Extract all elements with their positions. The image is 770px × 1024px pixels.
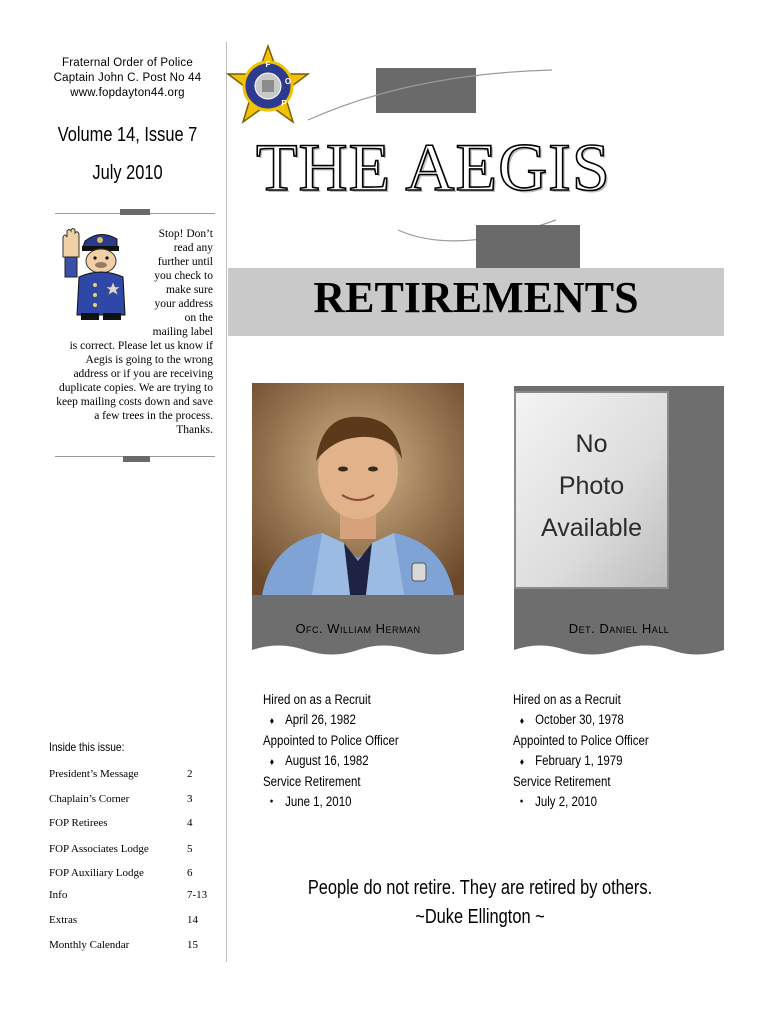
volume-issue: Volume 14, Issue 7 [57, 124, 198, 146]
toc-item-title: FOP Retirees [49, 817, 108, 829]
retirement-label: Service Retirement [263, 774, 361, 789]
hired-label: Hired on as a Recruit [263, 692, 371, 707]
appointed-label: Appointed to Police Officer [513, 733, 649, 748]
no-photo-text [514, 423, 669, 549]
retiree-name: Ofc. William Herman [295, 621, 421, 636]
police-officer-stop-icon [55, 227, 147, 337]
organization-info [40, 56, 215, 101]
retiree-name: Det. Daniel Hall [568, 621, 670, 636]
toc-item[interactable] [49, 867, 219, 881]
toc-item-title: Info [49, 889, 68, 901]
toc-item-page: 4 [187, 817, 193, 829]
toc-item-title: President’s Message [49, 768, 139, 780]
hired-date: ♦ April 26, 1982 [263, 710, 399, 732]
toc-item-page: 7-13 [187, 889, 208, 901]
service-record [263, 690, 399, 812]
notice-bottom-tab [123, 456, 150, 462]
toc-item[interactable] [49, 939, 219, 953]
retirement-date: ● July 2, 2010 [513, 792, 649, 812]
service-record [513, 690, 649, 812]
inside-issue-title: Inside this issue: [49, 740, 125, 754]
toc-item-title: FOP Associates Lodge [49, 843, 149, 855]
toc-item[interactable] [49, 889, 219, 903]
toc-item[interactable] [49, 768, 219, 782]
newsletter-title: THE AEGIS [256, 129, 611, 205]
svg-text:O: O [284, 77, 292, 86]
no-photo-line: No [575, 430, 608, 458]
retirement-date: ● June 1, 2010 [263, 792, 399, 812]
toc-item-title: Monthly Calendar [49, 939, 130, 951]
toc-item-title: Extras [49, 914, 78, 926]
quote-text: People do not retire. They are retired by others. [307, 877, 653, 899]
lodge-name: Captain John C. Post No 44 [53, 72, 202, 84]
toc-item-page: 2 [187, 768, 193, 780]
toc-item-page: 3 [187, 793, 193, 805]
website-link[interactable]: www.fopdayton44.org [70, 87, 185, 99]
toc-item-page: 5 [187, 843, 193, 855]
appointed-label: Appointed to Police Officer [263, 733, 399, 748]
toc-item-title: FOP Auxiliary Lodge [49, 867, 144, 879]
toc-item[interactable] [49, 914, 219, 928]
no-photo-line: Available [540, 514, 642, 542]
svg-text:P: P [281, 99, 287, 108]
appointed-date: ♦ August 16, 1982 [263, 751, 399, 773]
toc-item-page: 15 [187, 939, 198, 951]
toc-item-page: 14 [187, 914, 198, 926]
toc-item[interactable] [49, 843, 219, 857]
address-notice [55, 227, 213, 437]
retiree-photo [252, 383, 464, 595]
closing-quote [283, 874, 677, 932]
hired-date: ♦ October 30, 1978 [513, 710, 649, 732]
decorative-arc [300, 64, 560, 129]
notice-top-tab [120, 209, 150, 215]
appointed-date: ♦ February 1, 1979 [513, 751, 649, 773]
quote-author: ~Duke Ellington ~ [415, 906, 545, 928]
toc-item-page: 6 [187, 867, 193, 879]
toc-item[interactable] [49, 793, 219, 807]
org-name: Fraternal Order of Police [62, 57, 193, 69]
column-divider [226, 42, 227, 962]
section-title: RETIREMENTS [313, 273, 639, 322]
toc-item[interactable] [49, 817, 219, 831]
toc-item-title: Chaplain’s Corner [49, 793, 130, 805]
issue-date: July 2010 [92, 162, 163, 184]
notice-text: Stop! Don’t read any further until you check to make sure your address on the mailing label is correct. Please let us know if Aegis is going to the wrong address or if you are receiving duplicate copies. We are trying to keep mailing costs down and save a few trees in the process. Thanks. [56, 228, 213, 436]
hired-label: Hired on as a Recruit [513, 692, 621, 707]
no-photo-line: Photo [558, 472, 625, 500]
svg-text:F: F [265, 60, 271, 69]
decorative-bar [476, 225, 580, 268]
retirement-label: Service Retirement [513, 774, 611, 789]
fop-star-logo [226, 44, 310, 137]
